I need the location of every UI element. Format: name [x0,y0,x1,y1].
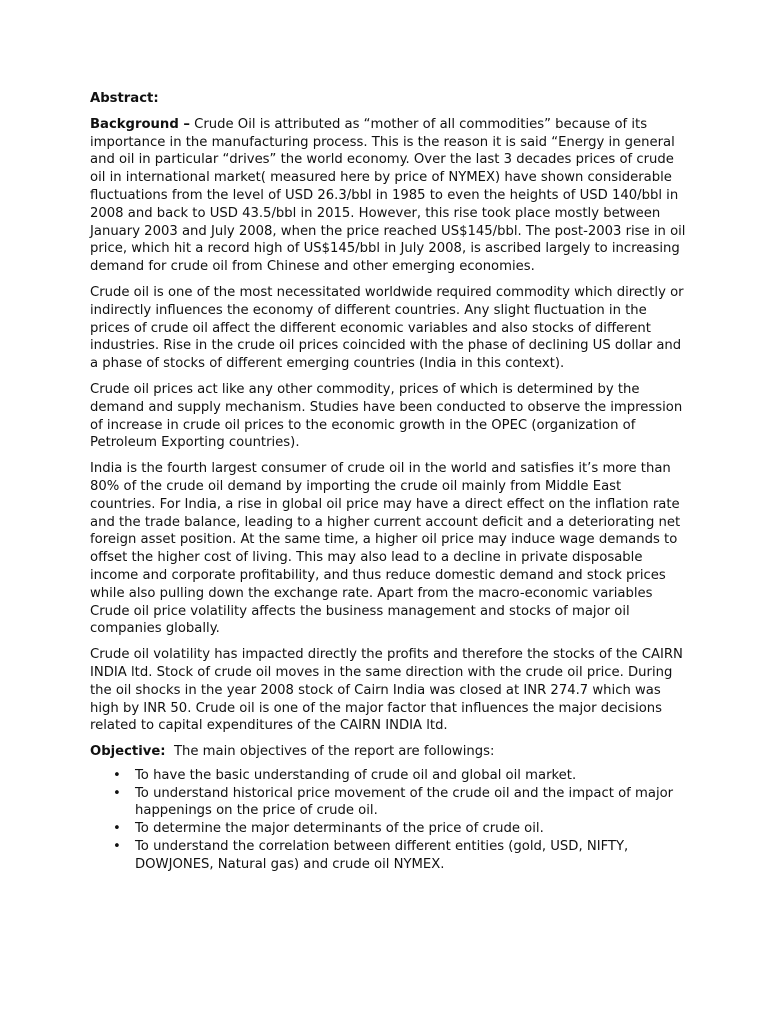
list-item [113,838,690,874]
bullet-icon: • [113,785,121,801]
list-item [113,820,690,838]
objective-text: The main objectives of the report are followings: [165,744,495,760]
list-item-text: To determine the major determinants of the price of crude oil. [135,821,544,837]
bullet-icon: • [113,767,121,783]
background-text: Crude Oil is attributed as “mother of all commodities” because of its importance in the manufacturing process. This is the reason it is said “Energy in general and oil in particular “drives” the world economy. Over the last 3 decades prices of crude oil in international market( measured here by price of NYMEX) have shown considerable fluctuations from the level of USD 26.3/bbl in 1985 to even the heights of USD 140/bbl in 2008 and back to USD 43.5/bbl in 2015. However, this rise took place mostly between January 2003 and July 2008, when the price reached US$145/bbl. The post-2003 rise in oil price, which hit a record high of US$145/bbl in July 2008, is ascribed largely to increasing demand for crude oil from Chinese and other emerging economies. [90,116,686,275]
abstract-heading: Abstract: [90,91,159,106]
objective-label: Objective: [90,744,166,760]
list-item [113,785,690,821]
list-item-text: To have the basic understanding of crude oil and global oil market. [135,767,577,783]
list-item-text: To understand historical price movement of the crude oil and the impact of major happenings on the price of crude oil. [135,785,674,819]
objectives-list [90,767,690,874]
document-page [90,90,690,874]
bullet-icon: • [113,821,121,837]
objective-paragraph [90,743,690,761]
paragraph-india-consumer: India is the fourth largest consumer of crude oil in the world and satisfies it’s more than 80% of the crude oil demand by importing the crude oil mainly from Middle East countries. For India, a rise in global oil price may have a direct effect on the inflation rate and the trade balance, leading to a higher current account deficit and a deteriorating net foreign asset position. At the same time, a higher oil price may induce wage demands to offset the higher cost of living. This may also lead to a decline in private disposable income and corporate profitability, and thus reduce domestic demand and stock prices while also pulling down the exchange rate. Apart from the macro-economic variables Crude oil price volatility affects the business management and stocks of major oil companies globally. [90,461,681,637]
paragraph-cairn-india: Crude oil volatility has impacted directly the profits and therefore the stocks of the CAIRN INDIA ltd. Stock of crude oil moves in the same direction with the crude oil price. During the oil shocks in the year 2008 stock of Cairn India was closed at INR 274.7 which was high by INR 50. Crude oil is one of the major factor that influences the major decisions related to capital expenditures of the CAIRN INDIA ltd. [90,647,683,734]
paragraph-crude-oil-commodity: Crude oil is one of the most necessitated worldwide required commodity which directly or indirectly influences the economy of different countries. Any slight fluctuation in the prices of crude oil affect the different economic variables and also stocks of different industries. Rise in the crude oil prices coincided with the phase of declining US dollar and a phase of stocks of different emerging countries (India in this context). [90,284,684,372]
paragraph-demand-supply: Crude oil prices act like any other commodity, prices of which is determined by the demand and supply mechanism. Studies have been conducted to observe the impression of increase in crude oil prices to the economic growth in the OPEC (organization of Petroleum Exporting countries). [90,381,683,451]
bullet-icon: • [113,839,121,855]
list-item-text: To understand the correlation between different entities (gold, USD, NIFTY, DOWJONES, Natural gas) and crude oil NYMEX. [135,839,629,872]
background-paragraph [90,116,690,276]
list-item [113,767,690,785]
background-label: Background – [90,116,190,132]
